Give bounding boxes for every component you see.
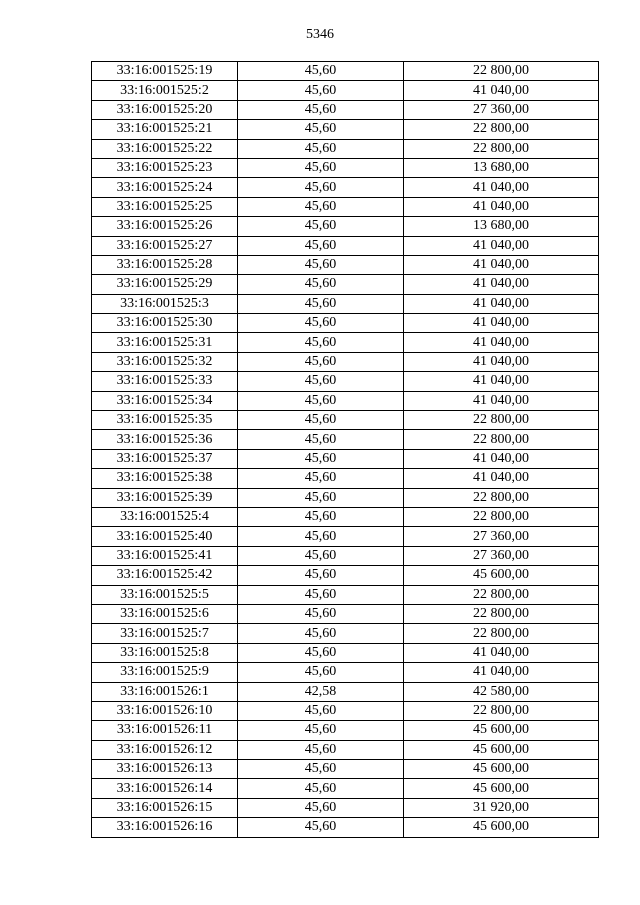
- table-row: [92, 372, 599, 391]
- value-cell: 41 040,00: [404, 333, 599, 352]
- value-cell: 22 800,00: [404, 701, 599, 720]
- table-row: [92, 314, 599, 333]
- value-cell: 22 800,00: [404, 488, 599, 507]
- table-row: [92, 643, 599, 662]
- area-cell: 45,60: [238, 352, 404, 371]
- cadastral-number-cell: 33:16:001526:11: [92, 721, 238, 740]
- value-cell: 41 040,00: [404, 352, 599, 371]
- cadastral-number-cell: 33:16:001525:26: [92, 217, 238, 236]
- value-cell: 31 920,00: [404, 798, 599, 817]
- table-row: [92, 682, 599, 701]
- table-row: [92, 701, 599, 720]
- value-cell: 22 800,00: [404, 411, 599, 430]
- area-cell: 45,60: [238, 488, 404, 507]
- area-cell: 45,60: [238, 798, 404, 817]
- cadastral-number-cell: 33:16:001525:5: [92, 585, 238, 604]
- table-row: [92, 527, 599, 546]
- value-cell: 45 600,00: [404, 740, 599, 759]
- table-row: [92, 411, 599, 430]
- table-row: [92, 333, 599, 352]
- value-cell: 41 040,00: [404, 255, 599, 274]
- cadastral-number-cell: 33:16:001525:6: [92, 604, 238, 623]
- area-cell: 45,60: [238, 546, 404, 565]
- cadastral-table: [91, 61, 599, 838]
- cadastral-number-cell: 33:16:001525:23: [92, 158, 238, 177]
- area-cell: 45,60: [238, 701, 404, 720]
- cadastral-number-cell: 33:16:001525:31: [92, 333, 238, 352]
- area-cell: 45,60: [238, 120, 404, 139]
- value-cell: 22 800,00: [404, 62, 599, 81]
- cadastral-number-cell: 33:16:001525:24: [92, 178, 238, 197]
- value-cell: 22 800,00: [404, 604, 599, 623]
- cadastral-number-cell: 33:16:001525:36: [92, 430, 238, 449]
- cadastral-number-cell: 33:16:001525:38: [92, 469, 238, 488]
- value-cell: 41 040,00: [404, 294, 599, 313]
- area-cell: 45,60: [238, 100, 404, 119]
- area-cell: 45,60: [238, 527, 404, 546]
- area-cell: 45,60: [238, 294, 404, 313]
- value-cell: 27 360,00: [404, 527, 599, 546]
- area-cell: 45,60: [238, 372, 404, 391]
- cadastral-number-cell: 33:16:001525:20: [92, 100, 238, 119]
- table-row: [92, 178, 599, 197]
- cadastral-number-cell: 33:16:001525:4: [92, 507, 238, 526]
- table-row: [92, 217, 599, 236]
- table-row: [92, 100, 599, 119]
- area-cell: 45,60: [238, 430, 404, 449]
- cadastral-number-cell: 33:16:001525:28: [92, 255, 238, 274]
- value-cell: 27 360,00: [404, 546, 599, 565]
- cadastral-number-cell: 33:16:001526:15: [92, 798, 238, 817]
- area-cell: 45,60: [238, 411, 404, 430]
- table-row: [92, 507, 599, 526]
- table-row: [92, 120, 599, 139]
- cadastral-number-cell: 33:16:001526:1: [92, 682, 238, 701]
- area-cell: 45,60: [238, 566, 404, 585]
- value-cell: 13 680,00: [404, 217, 599, 236]
- value-cell: 41 040,00: [404, 643, 599, 662]
- page-number: 5346: [306, 27, 334, 42]
- table-row: [92, 352, 599, 371]
- value-cell: 41 040,00: [404, 236, 599, 255]
- value-cell: 41 040,00: [404, 197, 599, 216]
- table-row: [92, 236, 599, 255]
- value-cell: 45 600,00: [404, 818, 599, 837]
- table-row: [92, 158, 599, 177]
- table-row: [92, 624, 599, 643]
- value-cell: 22 800,00: [404, 430, 599, 449]
- area-cell: 45,60: [238, 255, 404, 274]
- area-cell: 45,60: [238, 333, 404, 352]
- value-cell: 41 040,00: [404, 314, 599, 333]
- table-row: [92, 760, 599, 779]
- value-cell: 22 800,00: [404, 507, 599, 526]
- cadastral-number-cell: 33:16:001526:16: [92, 818, 238, 837]
- area-cell: 45,60: [238, 139, 404, 158]
- table-row: [92, 740, 599, 759]
- area-cell: 42,58: [238, 682, 404, 701]
- table-row: [92, 604, 599, 623]
- cadastral-number-cell: 33:16:001525:21: [92, 120, 238, 139]
- cadastral-number-cell: 33:16:001525:42: [92, 566, 238, 585]
- area-cell: 45,60: [238, 507, 404, 526]
- value-cell: 41 040,00: [404, 449, 599, 468]
- value-cell: 22 800,00: [404, 624, 599, 643]
- value-cell: 41 040,00: [404, 469, 599, 488]
- table-row: [92, 469, 599, 488]
- area-cell: 45,60: [238, 62, 404, 81]
- area-cell: 45,60: [238, 158, 404, 177]
- cadastral-number-cell: 33:16:001525:37: [92, 449, 238, 468]
- area-cell: 45,60: [238, 779, 404, 798]
- area-cell: 45,60: [238, 236, 404, 255]
- value-cell: 22 800,00: [404, 120, 599, 139]
- area-cell: 45,60: [238, 740, 404, 759]
- cadastral-number-cell: 33:16:001526:10: [92, 701, 238, 720]
- table-row: [92, 488, 599, 507]
- area-cell: 45,60: [238, 449, 404, 468]
- area-cell: 45,60: [238, 314, 404, 333]
- area-cell: 45,60: [238, 391, 404, 410]
- cadastral-number-cell: 33:16:001525:32: [92, 352, 238, 371]
- cadastral-number-cell: 33:16:001525:2: [92, 81, 238, 100]
- table-row: [92, 779, 599, 798]
- value-cell: 41 040,00: [404, 391, 599, 410]
- table-row: [92, 430, 599, 449]
- cadastral-number-cell: 33:16:001525:34: [92, 391, 238, 410]
- table-row: [92, 546, 599, 565]
- value-cell: 42 580,00: [404, 682, 599, 701]
- cadastral-number-cell: 33:16:001525:30: [92, 314, 238, 333]
- area-cell: 45,60: [238, 217, 404, 236]
- area-cell: 45,60: [238, 663, 404, 682]
- area-cell: 45,60: [238, 721, 404, 740]
- value-cell: 41 040,00: [404, 275, 599, 294]
- cadastral-number-cell: 33:16:001525:41: [92, 546, 238, 565]
- cadastral-number-cell: 33:16:001525:25: [92, 197, 238, 216]
- table-row: [92, 449, 599, 468]
- cadastral-number-cell: 33:16:001525:33: [92, 372, 238, 391]
- area-cell: 45,60: [238, 624, 404, 643]
- cadastral-number-cell: 33:16:001525:3: [92, 294, 238, 313]
- table-row: [92, 585, 599, 604]
- table-row: [92, 566, 599, 585]
- value-cell: 41 040,00: [404, 663, 599, 682]
- area-cell: 45,60: [238, 643, 404, 662]
- area-cell: 45,60: [238, 760, 404, 779]
- value-cell: 45 600,00: [404, 566, 599, 585]
- table-row: [92, 139, 599, 158]
- cadastral-number-cell: 33:16:001525:9: [92, 663, 238, 682]
- table-row: [92, 81, 599, 100]
- table-row: [92, 255, 599, 274]
- table-row: [92, 721, 599, 740]
- area-cell: 45,60: [238, 197, 404, 216]
- area-cell: 45,60: [238, 469, 404, 488]
- value-cell: 27 360,00: [404, 100, 599, 119]
- value-cell: 41 040,00: [404, 372, 599, 391]
- cadastral-number-cell: 33:16:001526:12: [92, 740, 238, 759]
- area-cell: 45,60: [238, 604, 404, 623]
- value-cell: 41 040,00: [404, 81, 599, 100]
- cadastral-number-cell: 33:16:001526:14: [92, 779, 238, 798]
- value-cell: 45 600,00: [404, 721, 599, 740]
- cadastral-number-cell: 33:16:001525:29: [92, 275, 238, 294]
- value-cell: 13 680,00: [404, 158, 599, 177]
- table-body: [92, 62, 599, 838]
- cadastral-number-cell: 33:16:001525:8: [92, 643, 238, 662]
- value-cell: 45 600,00: [404, 779, 599, 798]
- cadastral-number-cell: 33:16:001526:13: [92, 760, 238, 779]
- cadastral-number-cell: 33:16:001525:35: [92, 411, 238, 430]
- table-row: [92, 391, 599, 410]
- cadastral-number-cell: 33:16:001525:19: [92, 62, 238, 81]
- value-cell: 41 040,00: [404, 178, 599, 197]
- area-cell: 45,60: [238, 81, 404, 100]
- area-cell: 45,60: [238, 818, 404, 837]
- table-row: [92, 275, 599, 294]
- area-cell: 45,60: [238, 275, 404, 294]
- area-cell: 45,60: [238, 178, 404, 197]
- table-row: [92, 197, 599, 216]
- cadastral-number-cell: 33:16:001525:7: [92, 624, 238, 643]
- cadastral-number-cell: 33:16:001525:40: [92, 527, 238, 546]
- cadastral-number-cell: 33:16:001525:27: [92, 236, 238, 255]
- value-cell: 22 800,00: [404, 585, 599, 604]
- value-cell: 45 600,00: [404, 760, 599, 779]
- cadastral-number-cell: 33:16:001525:22: [92, 139, 238, 158]
- table-row: [92, 798, 599, 817]
- area-cell: 45,60: [238, 585, 404, 604]
- value-cell: 22 800,00: [404, 139, 599, 158]
- table-row: [92, 62, 599, 81]
- table-row: [92, 818, 599, 837]
- table-row: [92, 294, 599, 313]
- cadastral-number-cell: 33:16:001525:39: [92, 488, 238, 507]
- table-row: [92, 663, 599, 682]
